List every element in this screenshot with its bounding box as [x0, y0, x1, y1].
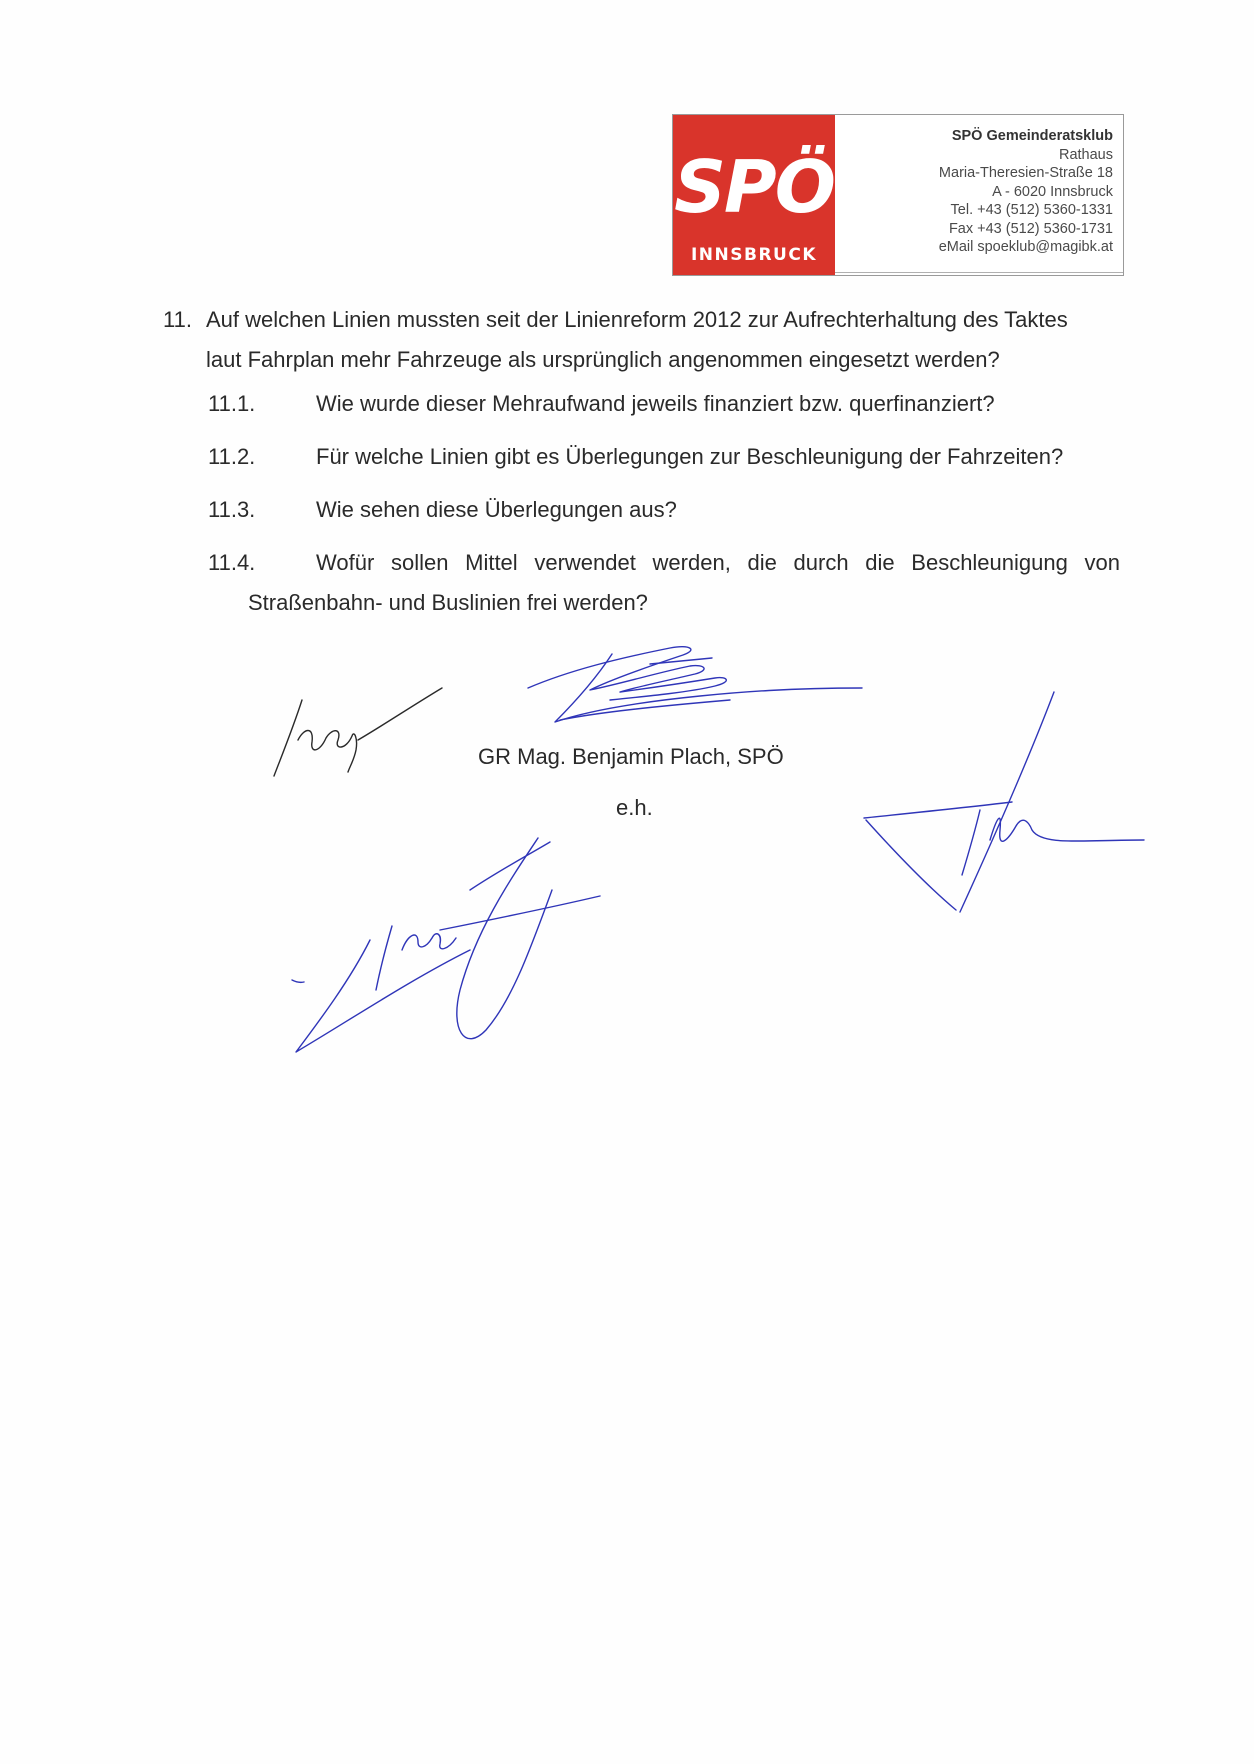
phone-line: Tel. +43 (512) 5360-1331	[950, 202, 1113, 218]
subquestion-11-4	[208, 543, 1120, 583]
subquestion-number: 11.2.	[208, 444, 256, 469]
subquestion-text: Für welche Linien gibt es Überlegungen zur Beschleunigung der Fahrzeiten?	[316, 444, 1064, 469]
letterhead	[672, 114, 1124, 276]
signature-plach-icon	[500, 640, 870, 735]
logo-mark: SPÖ	[674, 145, 834, 229]
letterhead-rule	[835, 272, 1123, 273]
address-line: Maria-Theresien-Straße 18	[938, 165, 1113, 181]
subquestion-11-3	[208, 490, 1128, 530]
logo-city: INNSBRUCK	[690, 245, 818, 265]
fax-line: Fax +43 (512) 5360-1731	[948, 220, 1113, 237]
subquestion-text: Wofür sollen Mittel verwendet werden, die durch die Beschleunigung von	[316, 550, 1120, 575]
question-number: 11.	[163, 307, 192, 332]
question-line-1: Auf welchen Linien mussten seit der Linienreform 2012 zur Aufrechterhaltung des Taktes	[206, 307, 1068, 332]
subquestion-text: Wie wurde dieser Mehraufwand jeweils finanziert bzw. querfinanziert?	[316, 391, 995, 416]
email-line: eMail spoeklub@magibk.at	[938, 239, 1113, 255]
address-line: Rathaus	[1058, 146, 1113, 163]
spoe-logo-icon	[673, 115, 835, 275]
club-name: SPÖ Gemeinderatsklub	[951, 128, 1113, 144]
signature-right-icon	[862, 690, 1147, 920]
question-line-2: laut Fahrplan mehr Fahrzeuge als ursprünglich angenommen eingesetzt werden?	[206, 347, 1000, 372]
signature-note: e.h.	[616, 795, 653, 820]
address-block	[835, 115, 1123, 275]
subquestion-11-4-continuation	[208, 583, 1128, 623]
subquestion-number: 11.4.	[208, 550, 256, 575]
address-line: A - 6020 Innsbruck	[992, 183, 1113, 200]
subquestion-text: Wie sehen diese Überlegungen aus?	[316, 497, 677, 522]
subquestion-11-2	[208, 437, 1128, 477]
signature-bottom-icon	[290, 830, 610, 1060]
subquestion-11-1	[208, 384, 1128, 424]
subquestion-continuation: Straßenbahn- und Buslinien frei werden?	[248, 590, 648, 615]
subquestion-number: 11.1.	[208, 391, 256, 416]
signature-left-icon	[262, 680, 462, 780]
signer-name: GR Mag. Benjamin Plach, SPÖ	[478, 744, 784, 769]
subquestion-number: 11.3.	[208, 497, 256, 522]
question-11	[163, 300, 1123, 380]
